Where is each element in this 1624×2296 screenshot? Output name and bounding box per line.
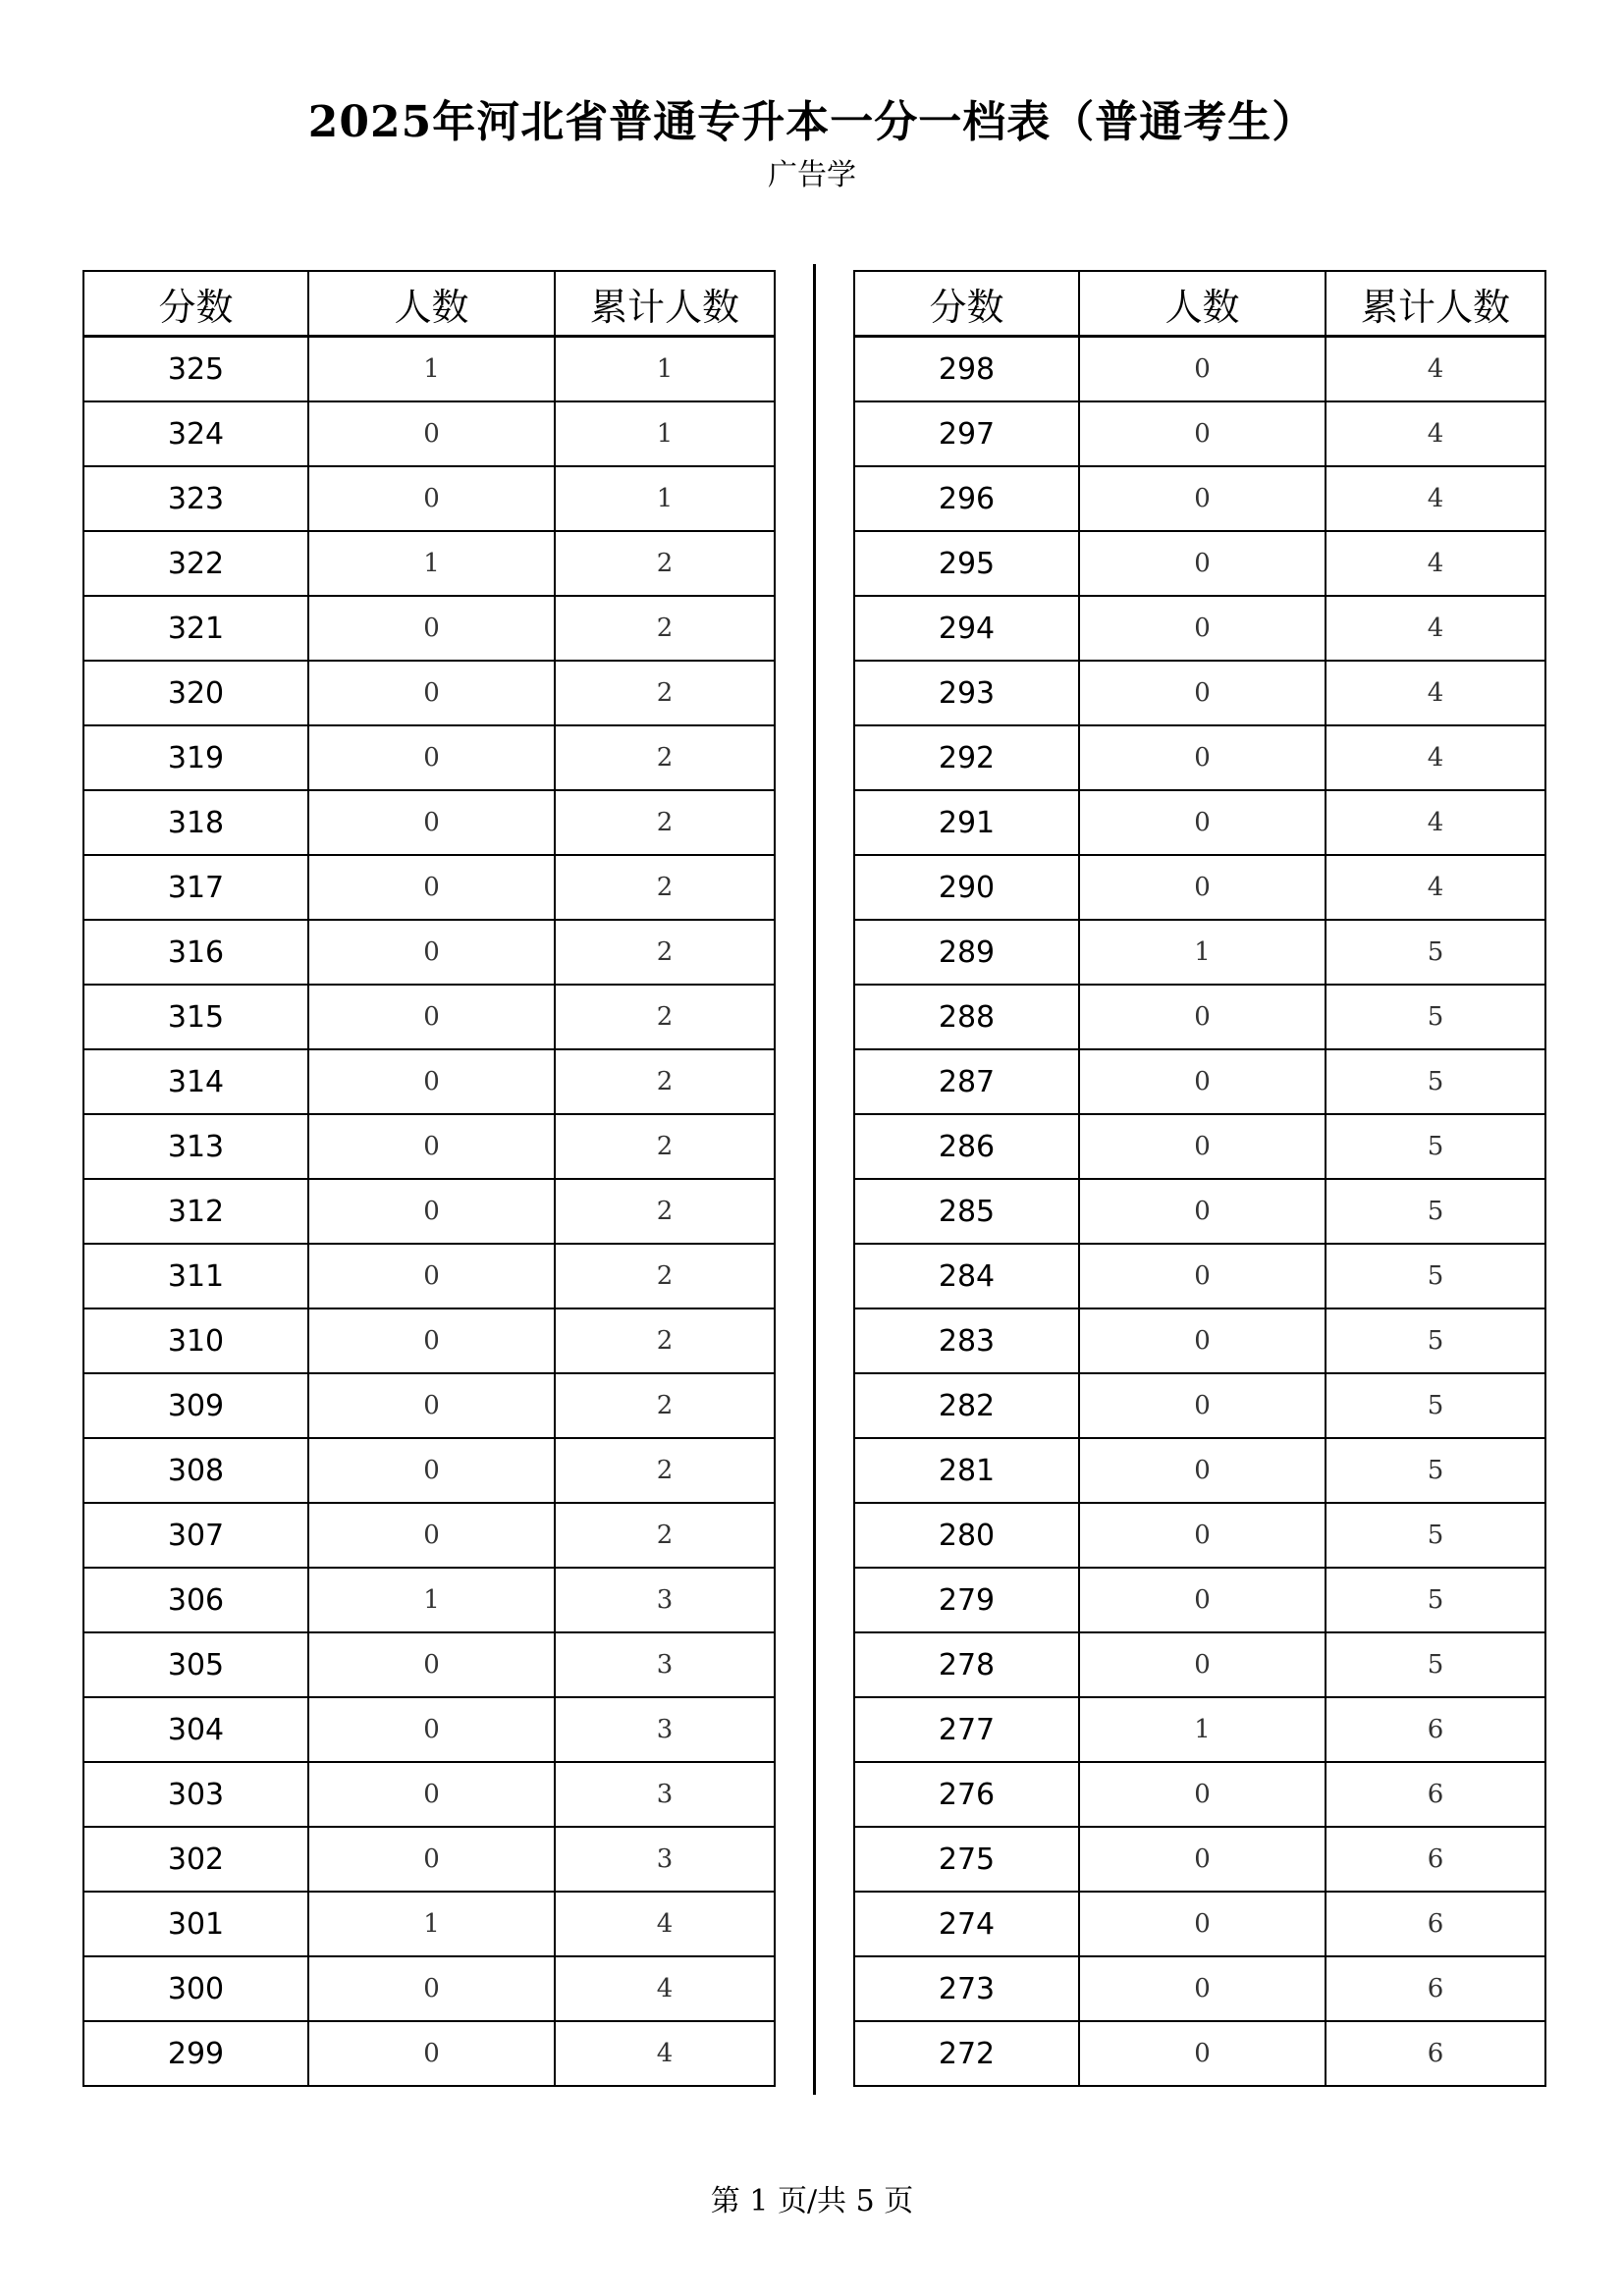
score-cell: 317 — [83, 855, 308, 920]
score-table-left — [82, 270, 776, 2087]
cumulative-cell: 3 — [555, 1568, 775, 1632]
table-row — [83, 1114, 775, 1179]
header-score: 分数 — [854, 271, 1079, 337]
table-row — [83, 855, 775, 920]
column-divider — [813, 264, 816, 2095]
score-cell: 286 — [854, 1114, 1079, 1179]
count-cell: 0 — [308, 1632, 555, 1697]
cumulative-cell: 6 — [1326, 1827, 1545, 1892]
score-cell: 308 — [83, 1438, 308, 1503]
score-cell: 322 — [83, 531, 308, 596]
score-cell: 291 — [854, 790, 1079, 855]
count-cell: 0 — [1079, 1438, 1326, 1503]
count-cell: 0 — [308, 1697, 555, 1762]
table-row — [854, 661, 1545, 725]
table-row — [83, 466, 775, 531]
score-cell: 290 — [854, 855, 1079, 920]
page-footer: 第 1 页/共 5 页 — [710, 2184, 914, 2218]
table-row — [854, 1438, 1545, 1503]
count-cell: 0 — [1079, 596, 1326, 661]
cumulative-cell: 2 — [555, 1373, 775, 1438]
score-cell: 306 — [83, 1568, 308, 1632]
cumulative-cell: 5 — [1326, 1244, 1545, 1308]
table-row — [83, 1762, 775, 1827]
score-cell: 297 — [854, 401, 1079, 466]
cumulative-cell: 3 — [555, 1632, 775, 1697]
cumulative-cell: 5 — [1326, 1308, 1545, 1373]
table-row — [83, 1049, 775, 1114]
count-cell: 0 — [1079, 1762, 1326, 1827]
cumulative-cell: 2 — [555, 920, 775, 985]
cumulative-cell: 2 — [555, 1179, 775, 1244]
table-header-row — [854, 271, 1545, 337]
score-cell: 294 — [854, 596, 1079, 661]
table-row — [854, 1179, 1545, 1244]
count-cell: 0 — [308, 1114, 555, 1179]
cumulative-cell: 4 — [1326, 661, 1545, 725]
table-row — [854, 2021, 1545, 2086]
count-cell: 0 — [1079, 1179, 1326, 1244]
table-row — [83, 661, 775, 725]
table-header-row — [83, 271, 775, 337]
cumulative-cell: 5 — [1326, 985, 1545, 1049]
count-cell: 1 — [308, 1568, 555, 1632]
table-row — [83, 1827, 775, 1892]
count-cell: 1 — [1079, 1697, 1326, 1762]
score-cell: 280 — [854, 1503, 1079, 1568]
header-score: 分数 — [83, 271, 308, 337]
count-cell: 0 — [1079, 2021, 1326, 2086]
count-cell: 1 — [308, 337, 555, 402]
count-cell: 0 — [1079, 466, 1326, 531]
cumulative-cell: 2 — [555, 985, 775, 1049]
cumulative-cell: 2 — [555, 1114, 775, 1179]
count-cell: 0 — [308, 1244, 555, 1308]
table-row — [854, 466, 1545, 531]
count-cell: 1 — [1079, 920, 1326, 985]
table-row — [854, 1373, 1545, 1438]
cumulative-cell: 2 — [555, 1049, 775, 1114]
count-cell: 0 — [308, 855, 555, 920]
count-cell: 0 — [308, 1827, 555, 1892]
score-cell: 319 — [83, 725, 308, 790]
cumulative-cell: 3 — [555, 1827, 775, 1892]
score-cell: 283 — [854, 1308, 1079, 1373]
count-cell: 0 — [1079, 1632, 1326, 1697]
count-cell: 0 — [308, 401, 555, 466]
header-cumulative: 累计人数 — [1326, 271, 1545, 337]
score-cell: 282 — [854, 1373, 1079, 1438]
table-row — [854, 337, 1545, 402]
cumulative-cell: 5 — [1326, 1179, 1545, 1244]
cumulative-cell: 2 — [555, 790, 775, 855]
cumulative-cell: 3 — [555, 1697, 775, 1762]
count-cell: 0 — [308, 1049, 555, 1114]
score-cell: 288 — [854, 985, 1079, 1049]
score-table-right — [853, 270, 1546, 2087]
count-cell: 0 — [1079, 1827, 1326, 1892]
table-row — [854, 1762, 1545, 1827]
score-cell: 289 — [854, 920, 1079, 985]
cumulative-cell: 6 — [1326, 2021, 1545, 2086]
cumulative-cell: 3 — [555, 1762, 775, 1827]
count-cell: 0 — [1079, 337, 1326, 402]
count-cell: 0 — [1079, 531, 1326, 596]
cumulative-cell: 5 — [1326, 1114, 1545, 1179]
count-cell: 0 — [1079, 1568, 1326, 1632]
cumulative-cell: 4 — [1326, 790, 1545, 855]
count-cell: 0 — [308, 1762, 555, 1827]
count-cell: 0 — [308, 466, 555, 531]
score-cell: 276 — [854, 1762, 1079, 1827]
table-row — [854, 401, 1545, 466]
score-cell: 302 — [83, 1827, 308, 1892]
score-cell: 284 — [854, 1244, 1079, 1308]
count-cell: 1 — [308, 1892, 555, 1956]
score-cell: 300 — [83, 1956, 308, 2021]
table-row — [854, 531, 1545, 596]
count-cell: 0 — [1079, 1049, 1326, 1114]
count-cell: 0 — [1079, 1892, 1326, 1956]
score-cell: 310 — [83, 1308, 308, 1373]
table-row — [854, 725, 1545, 790]
count-cell: 0 — [1079, 725, 1326, 790]
count-cell: 1 — [308, 531, 555, 596]
table-row — [854, 1503, 1545, 1568]
table-row — [83, 1568, 775, 1632]
cumulative-cell: 4 — [1326, 531, 1545, 596]
table-row — [83, 401, 775, 466]
score-cell: 318 — [83, 790, 308, 855]
count-cell: 0 — [1079, 1503, 1326, 1568]
count-cell: 0 — [308, 920, 555, 985]
score-cell: 285 — [854, 1179, 1079, 1244]
cumulative-cell: 1 — [555, 337, 775, 402]
cumulative-cell: 4 — [1326, 337, 1545, 402]
table-row — [83, 596, 775, 661]
score-cell: 320 — [83, 661, 308, 725]
table-row — [854, 855, 1545, 920]
cumulative-cell: 2 — [555, 1438, 775, 1503]
table-row — [854, 1114, 1545, 1179]
table-row — [83, 1632, 775, 1697]
score-cell: 292 — [854, 725, 1079, 790]
cumulative-cell: 2 — [555, 1244, 775, 1308]
score-cell: 314 — [83, 1049, 308, 1114]
score-cell: 279 — [854, 1568, 1079, 1632]
count-cell: 0 — [1079, 985, 1326, 1049]
score-cell: 272 — [854, 2021, 1079, 2086]
major-subtitle: 广告学 — [768, 158, 856, 192]
cumulative-cell: 4 — [1326, 725, 1545, 790]
count-cell: 0 — [308, 596, 555, 661]
count-cell: 0 — [308, 1438, 555, 1503]
cumulative-cell: 5 — [1326, 920, 1545, 985]
cumulative-cell: 4 — [555, 2021, 775, 2086]
score-cell: 293 — [854, 661, 1079, 725]
cumulative-cell: 6 — [1326, 1697, 1545, 1762]
cumulative-cell: 4 — [1326, 466, 1545, 531]
cumulative-cell: 5 — [1326, 1632, 1545, 1697]
table-row — [83, 1956, 775, 2021]
table-row — [83, 1503, 775, 1568]
count-cell: 0 — [308, 661, 555, 725]
table-row — [854, 985, 1545, 1049]
cumulative-cell: 2 — [555, 661, 775, 725]
table-row — [83, 790, 775, 855]
score-cell: 298 — [854, 337, 1079, 402]
count-cell: 0 — [308, 1956, 555, 2021]
count-cell: 0 — [1079, 1956, 1326, 2021]
table-row — [83, 2021, 775, 2086]
cumulative-cell: 2 — [555, 725, 775, 790]
cumulative-cell: 6 — [1326, 1762, 1545, 1827]
table-row — [83, 1373, 775, 1438]
score-cell: 311 — [83, 1244, 308, 1308]
count-cell: 0 — [308, 1373, 555, 1438]
cumulative-cell: 4 — [555, 1892, 775, 1956]
header-count: 人数 — [308, 271, 555, 337]
count-cell: 0 — [308, 725, 555, 790]
table-row — [854, 1956, 1545, 2021]
score-cell: 287 — [854, 1049, 1079, 1114]
count-cell: 0 — [1079, 1308, 1326, 1373]
score-cell: 275 — [854, 1827, 1079, 1892]
table-row — [83, 1308, 775, 1373]
cumulative-cell: 4 — [1326, 855, 1545, 920]
cumulative-cell: 4 — [1326, 401, 1545, 466]
count-cell: 0 — [1079, 790, 1326, 855]
count-cell: 0 — [308, 985, 555, 1049]
table-row — [83, 531, 775, 596]
count-cell: 0 — [308, 1308, 555, 1373]
score-cell: 309 — [83, 1373, 308, 1438]
count-cell: 0 — [1079, 661, 1326, 725]
score-cell: 325 — [83, 337, 308, 402]
cumulative-cell: 5 — [1326, 1438, 1545, 1503]
score-cell: 303 — [83, 1762, 308, 1827]
table-row — [854, 1568, 1545, 1632]
table-row — [83, 337, 775, 402]
table-row — [83, 1244, 775, 1308]
count-cell: 0 — [1079, 1244, 1326, 1308]
table-row — [854, 920, 1545, 985]
table-row — [854, 1308, 1545, 1373]
table-row — [83, 920, 775, 985]
header-count: 人数 — [1079, 271, 1326, 337]
score-table-right-body — [854, 337, 1545, 2087]
count-cell: 0 — [1079, 1373, 1326, 1438]
table-row — [854, 790, 1545, 855]
page-title: 2025年河北省普通专升本一分一档表（普通考生） — [307, 97, 1317, 147]
cumulative-cell: 5 — [1326, 1373, 1545, 1438]
score-cell: 321 — [83, 596, 308, 661]
cumulative-cell: 2 — [555, 1503, 775, 1568]
cumulative-cell: 6 — [1326, 1956, 1545, 2021]
cumulative-cell: 2 — [555, 531, 775, 596]
score-cell: 277 — [854, 1697, 1079, 1762]
score-cell: 305 — [83, 1632, 308, 1697]
table-row — [83, 1697, 775, 1762]
count-cell: 0 — [308, 1503, 555, 1568]
header-cumulative: 累计人数 — [555, 271, 775, 337]
count-cell: 0 — [1079, 855, 1326, 920]
count-cell: 0 — [308, 1179, 555, 1244]
score-cell: 273 — [854, 1956, 1079, 2021]
score-cell: 307 — [83, 1503, 308, 1568]
cumulative-cell: 5 — [1326, 1568, 1545, 1632]
cumulative-cell: 2 — [555, 855, 775, 920]
table-row — [854, 1049, 1545, 1114]
count-cell: 0 — [308, 2021, 555, 2086]
cumulative-cell: 5 — [1326, 1049, 1545, 1114]
table-row — [854, 1892, 1545, 1956]
table-row — [854, 1632, 1545, 1697]
score-cell: 324 — [83, 401, 308, 466]
score-cell: 299 — [83, 2021, 308, 2086]
score-cell: 323 — [83, 466, 308, 531]
cumulative-cell: 4 — [555, 1956, 775, 2021]
score-cell: 313 — [83, 1114, 308, 1179]
table-row — [83, 1892, 775, 1956]
score-cell: 316 — [83, 920, 308, 985]
score-cell: 312 — [83, 1179, 308, 1244]
table-row — [83, 985, 775, 1049]
table-row — [854, 596, 1545, 661]
cumulative-cell: 2 — [555, 1308, 775, 1373]
table-row — [854, 1827, 1545, 1892]
table-row — [854, 1244, 1545, 1308]
score-table-left-body — [83, 337, 775, 2087]
count-cell: 0 — [308, 790, 555, 855]
count-cell: 0 — [1079, 1114, 1326, 1179]
table-row — [83, 725, 775, 790]
score-cell: 295 — [854, 531, 1079, 596]
count-cell: 0 — [1079, 401, 1326, 466]
score-cell: 315 — [83, 985, 308, 1049]
score-cell: 296 — [854, 466, 1079, 531]
score-cell: 304 — [83, 1697, 308, 1762]
cumulative-cell: 1 — [555, 401, 775, 466]
table-row — [854, 1697, 1545, 1762]
score-cell: 278 — [854, 1632, 1079, 1697]
table-row — [83, 1438, 775, 1503]
cumulative-cell: 6 — [1326, 1892, 1545, 1956]
score-cell: 301 — [83, 1892, 308, 1956]
score-cell: 281 — [854, 1438, 1079, 1503]
cumulative-cell: 2 — [555, 596, 775, 661]
score-cell: 274 — [854, 1892, 1079, 1956]
cumulative-cell: 4 — [1326, 596, 1545, 661]
cumulative-cell: 5 — [1326, 1503, 1545, 1568]
table-row — [83, 1179, 775, 1244]
cumulative-cell: 1 — [555, 466, 775, 531]
